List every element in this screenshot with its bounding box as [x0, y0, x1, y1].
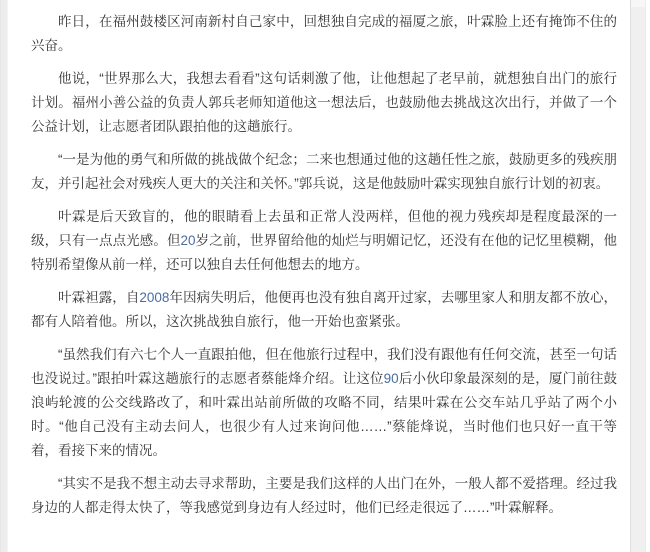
paragraph: “其实不是我不想主动去寻求帮助，主要是我们这样的人出门在外，一般人都不爱搭理。经过我身边的人都走得太快了，等我感觉到身边有人经过时，他们已经走很远了……”叶霖解释。 [31, 476, 617, 515]
paragraph: 昨日，在福州鼓楼区河南新村自己家中，回想独自完成的福厦之旅，叶霖脸上还有掩饰不住的兴奋。 [31, 14, 617, 53]
paragraph: 叶霖是后天致盲的，他的眼睛看上去虽和正常人没两样，但他的视力残疾却是程度最深的一级，只有一点点光感。但20岁之前，世界留给他的灿烂与明媚记忆，还没有在他的记忆里模糊，他特别希望像从前一样，还可以独自去任何他想去的地方。 [31, 209, 618, 272]
article-body [31, 10, 617, 529]
scrollbar-track[interactable] [630, 0, 646, 552]
paragraph: 他说，“世界那么大，我想去看看”这句话刺激了他，让他想起了老早前，就想独自出门的旅行计划。福州小善公益的负责人郭兵老师知道他这一想法后，也鼓励他去挑战这次出行，并做了一个公益计划，让志愿者团队跟拍他的这趟旅行。 [31, 71, 617, 134]
paragraph: “虽然我们有六七个人一直跟拍他，但在他旅行过程中，我们没有跟他有任何交流，甚至一句话也没说过。”跟拍叶霖这趟旅行的志愿者蔡能烽介绍。让这位90后小伙印象最深刻的是，厦门前往鼓浪屿轮渡的公交线路改了，和叶霖出站前所做的攻略不同，结果叶霖在公交车站几乎站了两个小时。“他自己没有主动去问人，也很少有人过来询问他……”蔡能烽说，当时他们也只好一直干等着，看接下来的情况。 [31, 347, 618, 458]
paragraph: “一是为他的勇气和所做的挑战做个纪念；二来也想通过他的这趟任性之旅，鼓励更多的残疾朋友，并引起社会对残疾人更大的关注和关怀。”郭兵说，这是他鼓励叶霖实现独自旅行计划的初衷。 [31, 152, 617, 191]
numeric-text: 2008 [139, 290, 170, 305]
paragraph: 叶霖袒露，自2008年因病失明后，他便再也没有独自离开过家，去哪里家人和朋友都不放心，都有人陪着他。所以，这次挑战独自旅行，他一开始也蛮紧张。 [31, 290, 618, 329]
left-gutter [0, 0, 8, 552]
numeric-text: 90 [383, 371, 399, 386]
numeric-text: 20 [180, 233, 196, 248]
scrollbar-top-cap [631, 0, 645, 7]
